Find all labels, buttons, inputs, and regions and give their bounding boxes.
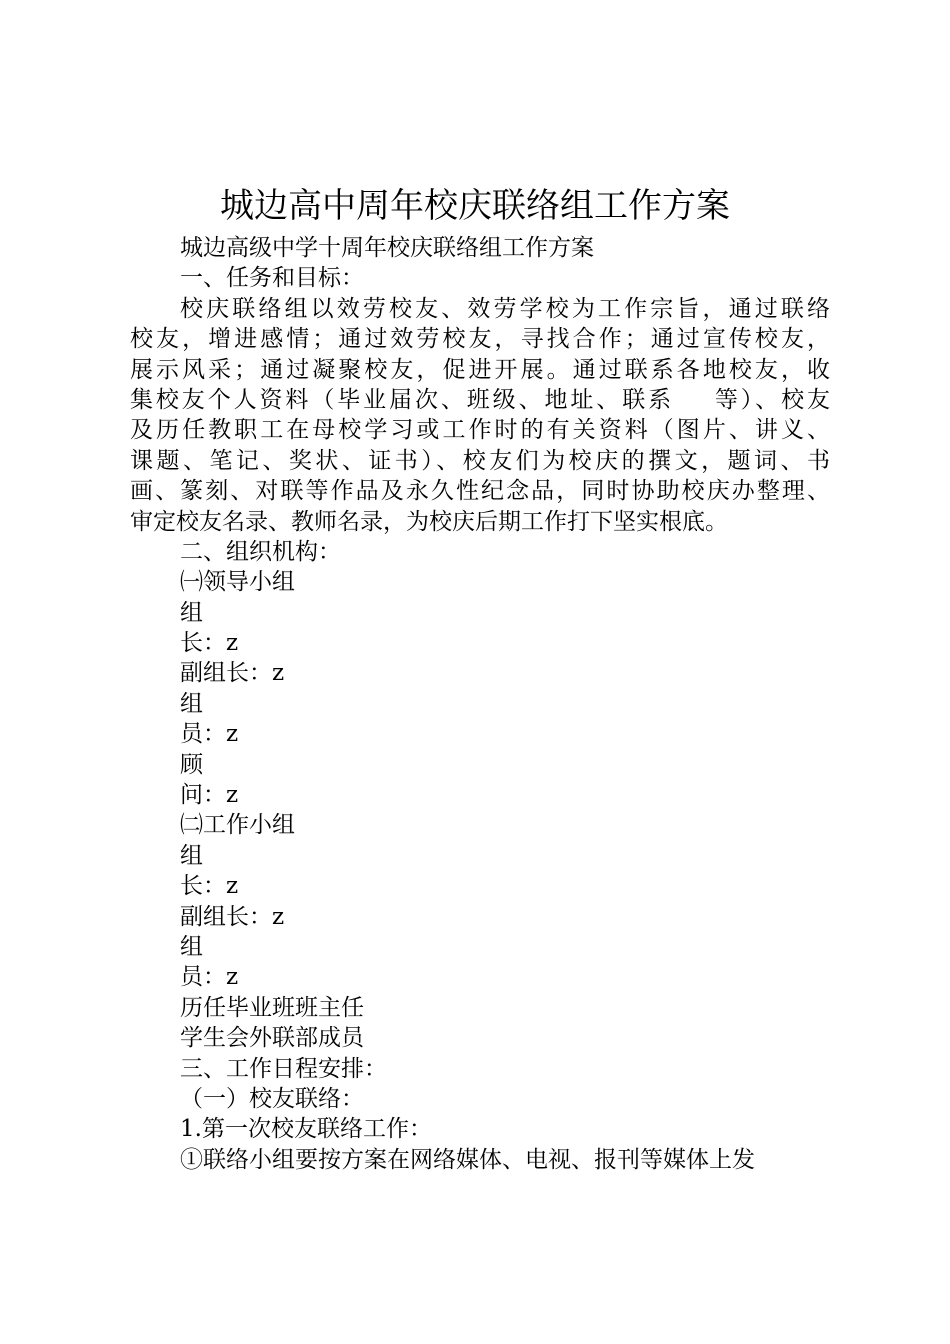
subtitle-line: 城边高级中学十周年校庆联络组工作方案: [180, 235, 594, 261]
section-heading: 二、组织机构：: [180, 538, 341, 565]
paragraph-line: 审定校友名录、教师名录，为校庆后期工作打下坚实根底。: [130, 508, 728, 535]
list-line: 问：z: [180, 782, 239, 809]
subsection-heading: ㈡工作小组: [180, 812, 295, 839]
subsection-heading: ㈠领导小组: [180, 569, 295, 596]
paragraph-line: 课题、笔记、奖状、证书）、校友们为校庆的撰文，题词、书: [130, 447, 830, 474]
list-line: 组: [180, 690, 203, 717]
list-line: 组: [180, 599, 203, 626]
list-line: 员：z: [180, 964, 239, 991]
paragraph-line: 及历任教职工在母校学习或工作时的有关资料（图片、讲义、: [130, 417, 830, 444]
document-body: [130, 233, 830, 1175]
section-heading: 三、工作日程安排：: [180, 1055, 387, 1082]
list-line: 历任毕业班班主任: [180, 994, 364, 1021]
list-line: 组: [180, 842, 203, 869]
list-line: 副组长：z: [180, 903, 285, 930]
paragraph-line: 校友，增进感情；通过效劳校友，寻找合作；通过宣传校友，: [130, 326, 830, 353]
paragraph-line: ①联络小组要按方案在网络媒体、电视、报刊等媒体上发: [180, 1146, 755, 1173]
document-title: 城边高中周年校庆联络组工作方案: [220, 186, 730, 226]
list-line: 长：z: [180, 630, 239, 657]
list-line: 1.第一次校友联络工作：: [180, 1116, 432, 1143]
paragraph-line: 集校友个人资料（毕业届次、班级、地址、联系 等）、校友: [130, 386, 830, 413]
list-line: 长：z: [180, 873, 239, 900]
subsection-heading: （一）校友联络：: [180, 1085, 364, 1112]
paragraph-line: 校庆联络组以效劳校友、效劳学校为工作宗旨，通过联络: [180, 295, 830, 322]
section-heading: 一、任务和目标：: [180, 265, 364, 292]
list-line: 组: [180, 933, 203, 960]
paragraph-line: 画、篆刻、对联等作品及永久性纪念品，同时协助校庆办整理、: [130, 478, 830, 505]
list-line: 员：z: [180, 721, 239, 748]
list-line: 顾: [180, 751, 203, 778]
paragraph-line: 展示风采；通过凝聚校友，促进开展。通过联系各地校友，收: [130, 356, 830, 383]
list-line: 副组长：z: [180, 660, 285, 687]
list-line: 学生会外联部成员: [180, 1025, 364, 1052]
